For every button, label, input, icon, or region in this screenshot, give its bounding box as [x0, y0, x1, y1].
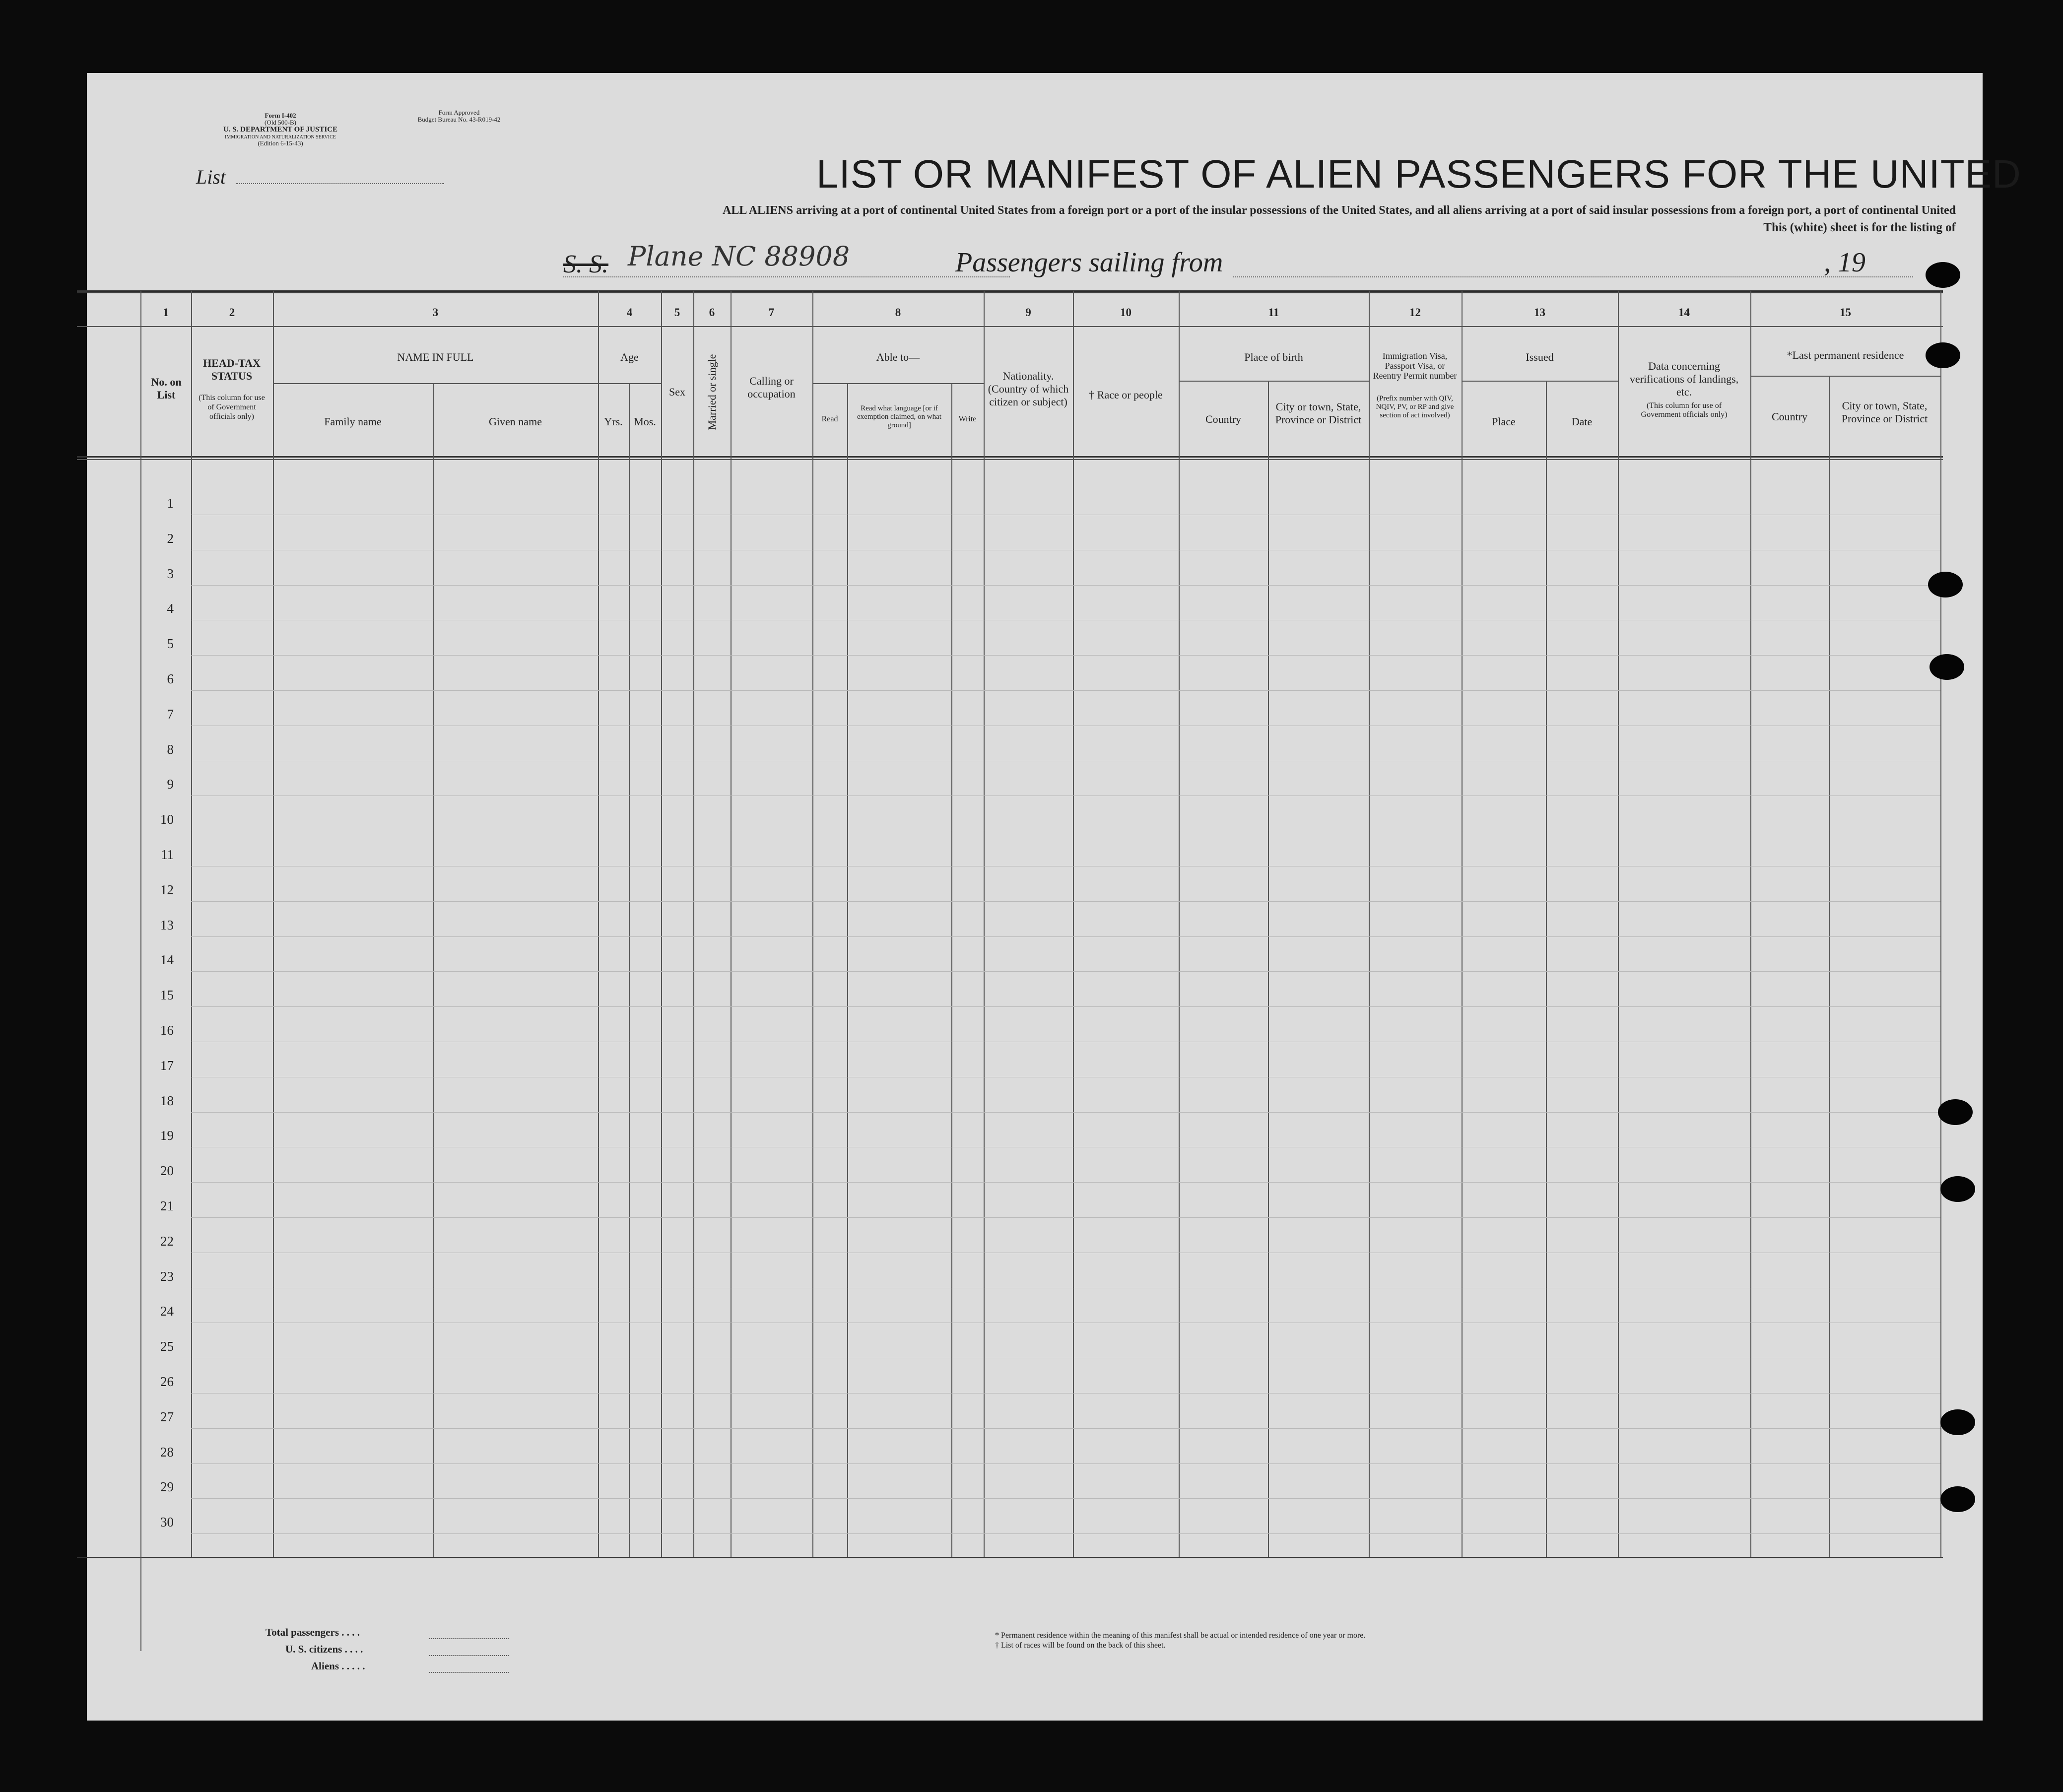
- budget-bureau: Budget Bureau No. 43-R019-42: [417, 116, 501, 123]
- row-number: 20: [160, 1163, 174, 1179]
- col-num-8: 8: [895, 306, 901, 319]
- row-number: 29: [160, 1479, 174, 1495]
- header-head-tax: HEAD-TAX STATUS: [203, 357, 261, 382]
- total-passengers-label: Total passengers . . . .: [266, 1626, 360, 1638]
- header-last-residence: *Last permanent residence: [1787, 349, 1904, 361]
- header-place-of-birth: Place of birth: [1244, 351, 1303, 363]
- us-citizens-field[interactable]: [429, 1655, 509, 1656]
- punch-hole: [1940, 1176, 1975, 1202]
- header-family-name: Family name: [324, 415, 382, 428]
- edition: (Edition 6-15-43): [258, 139, 303, 147]
- header-sex: Sex: [669, 386, 685, 398]
- col-num-5: 5: [674, 306, 680, 319]
- row-rule: [191, 936, 1940, 937]
- row-number: 25: [160, 1339, 174, 1354]
- header-visa: Immigration Visa, Passport Visa, or Reentry Permit number: [1373, 351, 1457, 381]
- row-number: 3: [167, 566, 174, 581]
- col-num-13: 13: [1534, 306, 1545, 319]
- form-number: Form I-402: [265, 112, 296, 119]
- col-num-7: 7: [768, 306, 775, 319]
- punch-hole: [1926, 342, 1960, 368]
- header-landings-note: (This column for use of Government officials only): [1641, 401, 1728, 419]
- header-landings: Data concerning verifications of landings, etc.: [1629, 360, 1739, 398]
- sailing-from-label: Passengers sailing from: [955, 247, 1223, 278]
- subtitle-line1: ALL ALIENS arriving at a port of continental United States from a foreign port or a port of the insular possessions of the United States, and all aliens arriving at a port of said insular possessions from a foreign port, a port of continental United: [723, 204, 1956, 217]
- col-num-14: 14: [1678, 306, 1690, 319]
- aliens-label: Aliens . . . . .: [311, 1660, 365, 1672]
- header-res-city: City or town, State, Province or District: [1841, 399, 1928, 425]
- col-num-2: 2: [229, 306, 235, 319]
- col-num-6: 6: [709, 306, 715, 319]
- vessel-line: [563, 276, 1010, 277]
- row-number: 14: [160, 952, 174, 968]
- list-number-line: [236, 183, 444, 184]
- footnote-races: † List of races will be found on the back of this sheet.: [995, 1641, 1166, 1650]
- header-birth-country: Country: [1205, 413, 1242, 425]
- header-read: Read: [821, 415, 838, 423]
- row-rule: [191, 1182, 1940, 1183]
- form-approved: Form Approved: [438, 109, 480, 116]
- us-citizens-label: U. S. citizens . . . .: [285, 1643, 363, 1655]
- service: IMMIGRATION AND NATURALIZATION SERVICE: [225, 134, 336, 140]
- header-race: † Race or people: [1089, 389, 1163, 401]
- punch-hole: [1940, 1486, 1975, 1512]
- row-rule: [191, 971, 1940, 972]
- header-nationality: Nationality. (Country of which citizen or subject): [988, 370, 1069, 408]
- col-num-1: 1: [163, 306, 169, 319]
- row-number: 8: [167, 741, 174, 757]
- header-visa-note: (Prefix number with QIV, NQIV, PV, or RP and give section of act involved): [1376, 395, 1454, 419]
- row-number: 16: [160, 1023, 174, 1038]
- row-number: 24: [160, 1304, 174, 1319]
- ss-prefix: S. S.: [563, 250, 608, 278]
- header-given-name: Given name: [489, 415, 542, 428]
- row-rule: [191, 1463, 1940, 1464]
- punch-hole: [1938, 1099, 1973, 1125]
- row-rule: [191, 1112, 1940, 1113]
- col-num-15: 15: [1840, 306, 1851, 319]
- header-married-single: Married or single: [706, 354, 718, 430]
- header-write: Write: [958, 415, 977, 423]
- department: U. S. DEPARTMENT OF JUSTICE: [223, 126, 338, 133]
- header-mos: Mos.: [634, 415, 656, 428]
- header-issued-date: Date: [1571, 415, 1593, 428]
- row-number: 13: [160, 917, 174, 932]
- col-num-12: 12: [1409, 306, 1421, 319]
- row-rule: [191, 585, 1940, 586]
- vessel-name-handwritten: Plane NC 88908: [628, 241, 850, 272]
- row-number: 23: [160, 1268, 174, 1284]
- row-number: 28: [160, 1444, 174, 1460]
- row-number: 6: [167, 671, 174, 686]
- punch-hole: [1930, 654, 1964, 680]
- punch-hole: [1926, 262, 1960, 288]
- header-able-to: Able to—: [876, 351, 920, 363]
- row-number: 7: [167, 706, 174, 722]
- year-label: , 19: [1824, 247, 1865, 278]
- row-rule: [191, 1393, 1940, 1394]
- row-number: 10: [160, 812, 174, 827]
- row-number: 17: [160, 1058, 174, 1073]
- aliens-field[interactable]: [429, 1672, 509, 1673]
- header-birth-city: City or town, State, Province or District: [1275, 400, 1362, 426]
- col-num-3: 3: [432, 306, 439, 319]
- row-rule: [191, 690, 1940, 691]
- row-number: 1: [167, 496, 174, 511]
- row-number: 15: [160, 988, 174, 1003]
- row-number: 22: [160, 1233, 174, 1249]
- header-res-country: Country: [1771, 410, 1808, 423]
- row-number: 30: [160, 1515, 174, 1530]
- row-rule: [191, 1428, 1940, 1429]
- row-number: 12: [160, 882, 174, 897]
- row-number: 21: [160, 1198, 174, 1213]
- col-num-9: 9: [1025, 306, 1031, 319]
- row-rule: [191, 655, 1940, 656]
- row-rule: [191, 1498, 1940, 1499]
- row-rule: [191, 1006, 1940, 1007]
- header-name-in-full: NAME IN FULL: [397, 351, 474, 363]
- row-number: 19: [160, 1128, 174, 1143]
- header-no-on-list: No. on List: [151, 376, 182, 401]
- header-yrs: Yrs.: [604, 415, 623, 428]
- header-calling: Calling or occupation: [747, 375, 796, 400]
- row-number: 9: [167, 777, 174, 792]
- punch-hole: [1928, 572, 1963, 597]
- row-number: 4: [167, 601, 174, 616]
- subtitle-line2: This (white) sheet is for the listing of: [1763, 221, 1956, 234]
- col-num-4: 4: [626, 306, 633, 319]
- row-number: 11: [161, 847, 174, 862]
- sailing-from-line: [1233, 276, 1913, 277]
- row-rule: [191, 1217, 1940, 1218]
- header-age: Age: [620, 351, 639, 363]
- row-number: 18: [160, 1093, 174, 1108]
- list-label: List: [196, 166, 226, 188]
- row-number: 5: [167, 636, 174, 652]
- col-num-11: 11: [1268, 306, 1279, 319]
- row-number: 2: [167, 531, 174, 546]
- col-num-10: 10: [1120, 306, 1131, 319]
- old-form-number: (Old 500-B): [265, 119, 296, 126]
- row-number: 26: [160, 1374, 174, 1389]
- manifest-sheet: [87, 73, 2021, 1721]
- header-issued: Issued: [1526, 351, 1554, 363]
- header-read-language: Read what language [or if exemption claimed, on what ground]: [857, 404, 941, 429]
- header-issued-place: Place: [1492, 415, 1516, 428]
- header-head-tax-note: (This column for use of Government officials only): [199, 394, 265, 421]
- row-rule: [191, 901, 1940, 902]
- footnote-permanent-residence: * Permanent residence within the meaning of this manifest shall be actual or intended residence of one year or more.: [995, 1631, 1366, 1640]
- row-number: 27: [160, 1409, 174, 1424]
- punch-hole: [1940, 1409, 1975, 1435]
- page-title: LIST OR MANIFEST OF ALIEN PASSENGERS FOR THE UNITED: [816, 152, 2021, 196]
- total-passengers-field[interactable]: [429, 1638, 509, 1639]
- row-rule: [191, 1533, 1940, 1534]
